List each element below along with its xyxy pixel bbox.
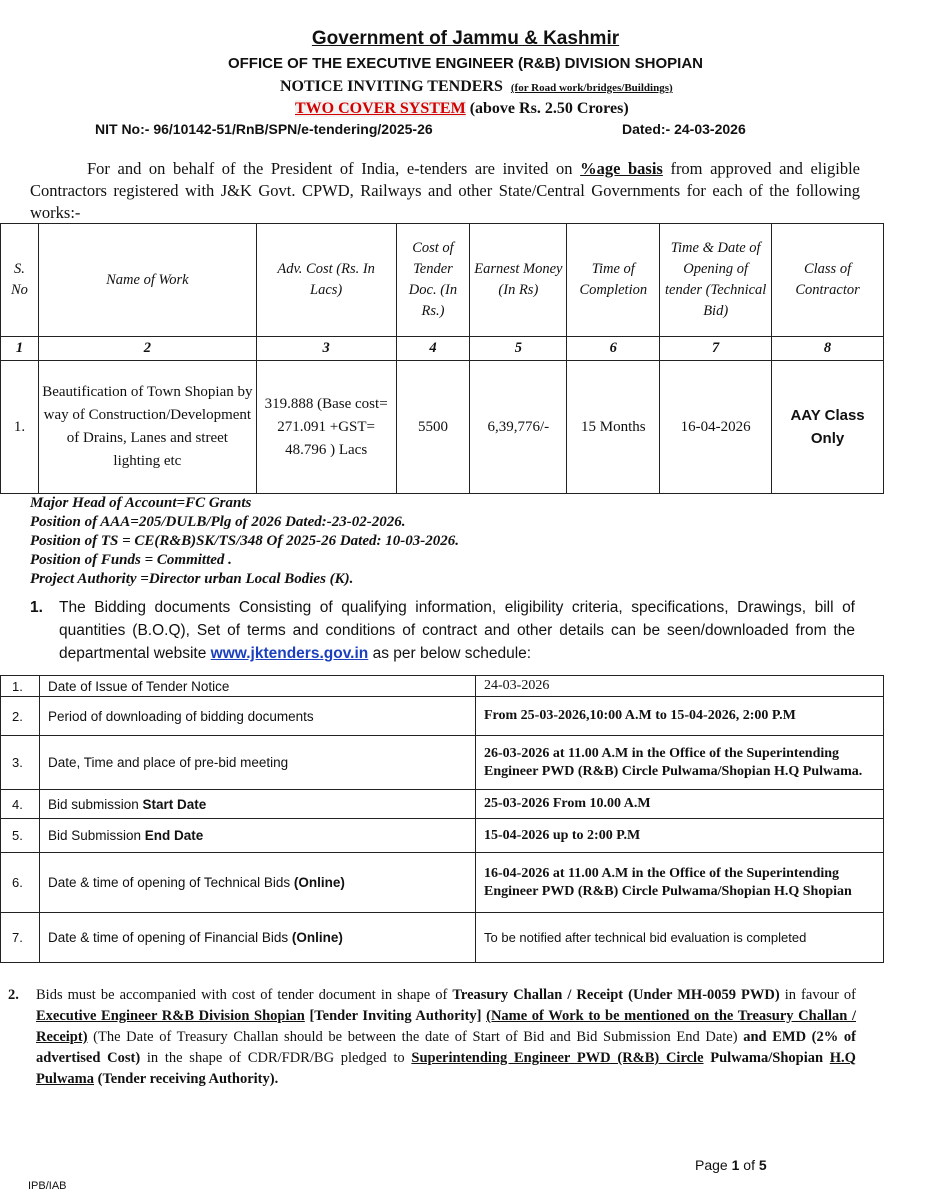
para2-text-1: Bids must be accompanied with cost of tender document in shape of bbox=[36, 987, 453, 1003]
table-row bbox=[1, 697, 884, 736]
account-info-block bbox=[30, 494, 459, 589]
work-tender-doc-cost: 5500 bbox=[396, 361, 470, 494]
work-name: Beautification of Town Shopian by way of Construction/Development of Drains, Lanes and street lighting etc bbox=[38, 361, 256, 494]
column-number: 5 bbox=[470, 337, 567, 361]
schedule-value: 24-03-2026 bbox=[476, 676, 884, 697]
intro-paragraph bbox=[30, 158, 860, 224]
work-completion-time: 15 Months bbox=[567, 361, 660, 494]
header-name-of-work: Name of Work bbox=[38, 224, 256, 337]
table-row bbox=[1, 736, 884, 790]
schedule-description bbox=[40, 790, 476, 819]
para2-hq-pulwama: H.Q Pulwama bbox=[36, 1050, 856, 1087]
cover-system-label: TWO COVER SYSTEM bbox=[295, 100, 466, 117]
schedule-desc-text: Bid submission bbox=[48, 796, 143, 812]
header-sno: S. No bbox=[1, 224, 39, 337]
para2-superintending-engineer: Superintending Engineer PWD (R&B) Circle bbox=[411, 1050, 704, 1066]
major-head-line: Major Head of Account=FC Grants bbox=[30, 495, 252, 511]
schedule-table bbox=[0, 675, 884, 963]
work-contractor-class: AAY Class Only bbox=[772, 361, 884, 494]
header-adv-cost: Adv. Cost (Rs. In Lacs) bbox=[256, 224, 396, 337]
schedule-number: 4. bbox=[1, 790, 40, 819]
notice-scope: (for Road work/bridges/Buildings) bbox=[510, 82, 673, 94]
works-table bbox=[0, 223, 884, 494]
para2-executive-engineer: Executive Engineer R&B Division Shopian bbox=[36, 1008, 305, 1024]
table-row bbox=[1, 790, 884, 819]
schedule-number: 7. bbox=[1, 913, 40, 963]
column-number: 3 bbox=[256, 337, 396, 361]
table-row bbox=[1, 676, 884, 697]
schedule-value: 25-03-2026 From 10.00 A.M bbox=[476, 790, 884, 819]
table-row bbox=[1, 361, 884, 494]
page-of: of bbox=[739, 1157, 759, 1173]
schedule-number: 6. bbox=[1, 853, 40, 913]
schedule-number: 3. bbox=[1, 736, 40, 790]
work-sno: 1. bbox=[1, 361, 39, 494]
schedule-description bbox=[40, 819, 476, 853]
schedule-value: 16-04-2026 at 11.00 A.M in the Office of the Superintending Engineer PWD (R&B) Circle Pulwama/Shopian H.Q Shopian bbox=[476, 853, 884, 913]
government-title: Government of Jammu & Kashmir bbox=[311, 28, 620, 49]
para2-receiving-authority: (Tender receiving Authority). bbox=[94, 1071, 279, 1087]
schedule-desc-text: Date & time of opening of Technical Bids bbox=[48, 875, 294, 890]
header-opening-date: Time & Date of Opening of tender (Technical Bid) bbox=[660, 224, 772, 337]
intro-text-1: For and on behalf of the President of India, e-tenders are invited on bbox=[87, 159, 581, 178]
column-number: 4 bbox=[396, 337, 470, 361]
works-table-header bbox=[1, 224, 884, 337]
para2-pulwama-shopian: Pulwama/Shopian bbox=[703, 1050, 830, 1066]
works-table-column-numbers bbox=[1, 337, 884, 361]
column-number: 7 bbox=[660, 337, 772, 361]
schedule-number: 1. bbox=[1, 676, 40, 697]
schedule-desc-text: Period of downloading of bidding documents bbox=[48, 708, 314, 724]
column-number: 6 bbox=[567, 337, 660, 361]
work-adv-cost: 319.888 (Base cost= 271.091 +GST= 48.796 ) Lacs bbox=[256, 361, 396, 494]
schedule-description bbox=[40, 697, 476, 736]
project-authority-line: Project Authority =Director urban Local Bodies (K). bbox=[30, 571, 354, 587]
schedule-number: 5. bbox=[1, 819, 40, 853]
paragraph-number: 1. bbox=[30, 599, 43, 616]
schedule-desc-bold: (Online) bbox=[291, 930, 343, 945]
page-total: 5 bbox=[758, 1157, 767, 1173]
schedule-description bbox=[40, 853, 476, 913]
paragraph-text-end: as per below schedule: bbox=[368, 645, 532, 662]
para2-text-4: in the shape of CDR/FDR/BG pledged to bbox=[140, 1050, 412, 1066]
ts-position-line: Position of TS = CE(R&B)SK/TS/348 Of 2025-26 Dated: 10-03-2026. bbox=[30, 533, 459, 549]
nit-date: Dated:- 24-03-2026 bbox=[622, 121, 746, 137]
column-number: 1 bbox=[1, 337, 39, 361]
intro-text-2: from approved and eligible Contractors registered with J&K Govt. CPWD, Railways and other State/Central Governments for each of the following works:- bbox=[30, 159, 860, 222]
schedule-desc-bold: Start Date bbox=[142, 796, 207, 812]
para2-treasury-challan: Treasury Challan / Receipt (Under MH-0059 PWD) bbox=[452, 987, 780, 1003]
page-label: Page bbox=[695, 1157, 732, 1173]
schedule-desc-bold: End Date bbox=[144, 828, 204, 843]
intro-basis: %age basis bbox=[580, 159, 663, 178]
table-row bbox=[1, 913, 884, 963]
cover-note: (above Rs. 2.50 Crores) bbox=[469, 100, 629, 117]
para2-name-of-work-note: (Name of Work to be mentioned on the Treasury Challan / Receipt) bbox=[36, 1008, 857, 1045]
page-current: 1 bbox=[731, 1157, 740, 1173]
schedule-desc-text: Bid Submission bbox=[48, 828, 145, 843]
paragraph-text: The Bidding documents Consisting of qualifying information, eligibility criteria, specifications, Drawings, bill of quantities (B.O.Q), Set of terms and conditions of contract and other details can be seen/downloaded from the departmental website bbox=[59, 599, 855, 662]
para2-emd: and EMD (2% of advertised Cost) bbox=[36, 1029, 856, 1066]
work-opening-date: 16-04-2026 bbox=[660, 361, 772, 494]
header-tender-doc-cost: Cost of Tender Doc. (In Rs.) bbox=[396, 224, 470, 337]
footer-code: IPB/IAB bbox=[28, 1180, 67, 1192]
schedule-description bbox=[40, 913, 476, 963]
office-title: OFFICE OF THE EXECUTIVE ENGINEER (R&B) DIVISION SHOPIAN bbox=[227, 55, 704, 72]
paragraph-number: 2. bbox=[8, 987, 19, 1003]
schedule-desc-bold: (Online) bbox=[293, 875, 345, 890]
notice-title bbox=[280, 78, 673, 96]
schedule-value: 26-03-2026 at 11.00 A.M in the Office of the Superintending Engineer PWD (R&B) Circle Pulwama/Shopian H.Q Pulwama. bbox=[476, 736, 884, 790]
bid-requirements-paragraph bbox=[8, 985, 856, 1090]
funds-position-line: Position of Funds = Committed . bbox=[30, 552, 232, 568]
page-number bbox=[695, 1157, 767, 1173]
table-row bbox=[1, 819, 884, 853]
aaa-position-line: Position of AAA=205/DULB/Plg of 2026 Dated:-23-02-2026. bbox=[30, 514, 406, 530]
column-number: 8 bbox=[772, 337, 884, 361]
column-number: 2 bbox=[38, 337, 256, 361]
schedule-value: To be notified after technical bid evaluation is completed bbox=[476, 913, 884, 963]
schedule-desc-text: Date & time of opening of Financial Bids bbox=[48, 930, 292, 945]
notice-label: NOTICE INVITING TENDERS bbox=[280, 78, 503, 95]
header-completion-time: Time of Completion bbox=[567, 224, 660, 337]
schedule-desc-text: Date, Time and place of pre-bid meeting bbox=[48, 755, 289, 770]
para2-inviting-authority: [Tender Inviting Authority] bbox=[304, 1008, 487, 1024]
bidding-documents-paragraph bbox=[30, 596, 855, 665]
schedule-value: From 25-03-2026,10:00 A.M to 15-04-2026, 2:00 P.M bbox=[476, 697, 884, 736]
schedule-description bbox=[40, 736, 476, 790]
schedule-value: 15-04-2026 up to 2:00 P.M bbox=[476, 819, 884, 853]
para2-text-3: (The Date of Treasury Challan should be between the date of Start of Bid and Bid Submission End Date) bbox=[87, 1029, 744, 1045]
para2-text-2: in favour of bbox=[779, 987, 857, 1003]
header-earnest-money: Earnest Money (In Rs) bbox=[470, 224, 567, 337]
work-earnest-money: 6,39,776/- bbox=[470, 361, 567, 494]
header-contractor-class: Class of Contractor bbox=[772, 224, 884, 337]
schedule-description bbox=[40, 676, 476, 697]
cover-system-line bbox=[295, 100, 629, 118]
nit-number: NIT No:- 96/10142-51/RnB/SPN/e-tendering/2025-26 bbox=[95, 121, 433, 137]
schedule-number: 2. bbox=[1, 697, 40, 736]
schedule-desc-text: Date of Issue of Tender Notice bbox=[48, 678, 230, 694]
table-row bbox=[1, 853, 884, 913]
website-link[interactable]: www.jktenders.gov.in bbox=[210, 645, 369, 662]
